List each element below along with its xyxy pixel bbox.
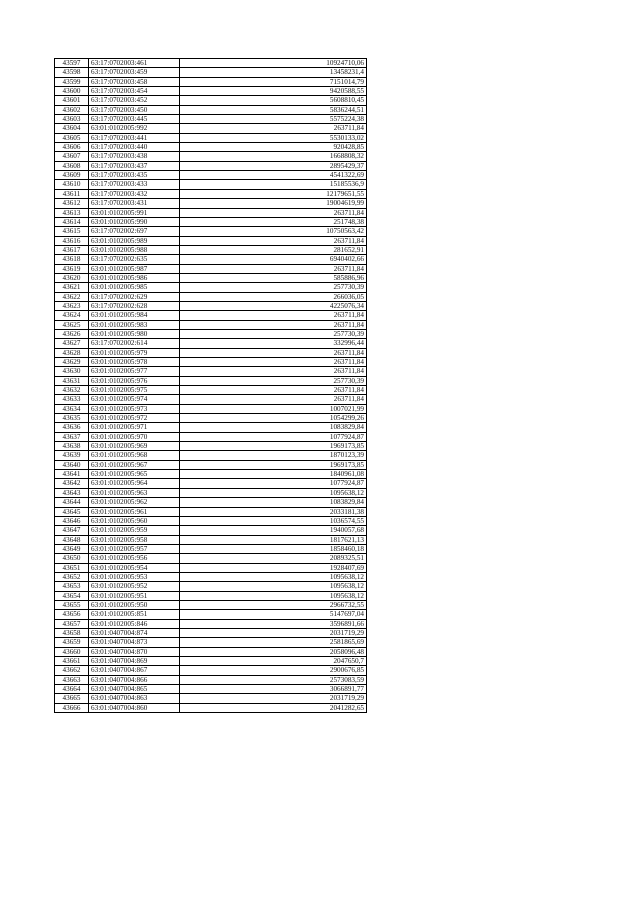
cadastral-value-cell: 1095638,12 xyxy=(180,488,367,497)
table-row xyxy=(55,582,367,591)
table-row xyxy=(55,479,367,488)
row-number-cell: 43659 xyxy=(55,638,89,647)
cadastral-value-cell: 15185536,9 xyxy=(180,180,367,189)
row-number-cell: 43652 xyxy=(55,572,89,581)
row-number-cell: 43607 xyxy=(55,152,89,161)
cadastral-value-cell: 2031719,29 xyxy=(180,628,367,637)
table-row xyxy=(55,535,367,544)
cadastral-value-cell: 263711,84 xyxy=(180,264,367,273)
cadastral-number-cell: 63:17:0702003:445 xyxy=(89,115,180,124)
cadastral-number-cell: 63:01:0102005:978 xyxy=(89,358,180,367)
cadastral-number-cell: 63:01:0407004:863 xyxy=(89,694,180,703)
row-number-cell: 43650 xyxy=(55,554,89,563)
row-number-cell: 43603 xyxy=(55,115,89,124)
cadastral-number-cell: 63:01:0102005:961 xyxy=(89,507,180,516)
cadastral-value-cell: 263711,84 xyxy=(180,386,367,395)
cadastral-number-cell: 63:01:0102005:954 xyxy=(89,563,180,572)
cadastral-number-cell: 63:01:0102005:959 xyxy=(89,526,180,535)
cadastral-value-cell: 10750563,42 xyxy=(180,227,367,236)
table-row xyxy=(55,59,367,68)
table-row xyxy=(55,507,367,516)
row-number-cell: 43635 xyxy=(55,414,89,423)
cadastral-value-cell: 1077924,87 xyxy=(180,479,367,488)
cadastral-number-cell: 63:01:0102005:950 xyxy=(89,600,180,609)
table-row xyxy=(55,227,367,236)
cadastral-number-cell: 63:01:0102005:986 xyxy=(89,273,180,282)
cadastral-number-cell: 63:01:0102005:963 xyxy=(89,488,180,497)
cadastral-number-cell: 63:01:0102005:958 xyxy=(89,535,180,544)
row-number-cell: 43609 xyxy=(55,171,89,180)
cadastral-number-cell: 63:01:0102005:984 xyxy=(89,311,180,320)
row-number-cell: 43622 xyxy=(55,292,89,301)
table-row xyxy=(55,367,367,376)
table-row xyxy=(55,348,367,357)
row-number-cell: 43617 xyxy=(55,245,89,254)
cadastral-value-cell: 1095638,12 xyxy=(180,591,367,600)
cadastral-number-cell: 63:01:0102005:987 xyxy=(89,264,180,273)
cadastral-value-cell: 1870123,39 xyxy=(180,451,367,460)
row-number-cell: 43600 xyxy=(55,87,89,96)
cadastral-number-cell: 63:01:0102005:970 xyxy=(89,432,180,441)
cadastral-value-cell: 5147697,04 xyxy=(180,610,367,619)
row-number-cell: 43647 xyxy=(55,526,89,535)
cadastral-number-cell: 63:01:0102005:985 xyxy=(89,283,180,292)
table-row xyxy=(55,657,367,666)
row-number-cell: 43618 xyxy=(55,255,89,264)
row-number-cell: 43662 xyxy=(55,666,89,675)
table-row xyxy=(55,404,367,413)
cadastral-number-cell: 63:01:0102005:975 xyxy=(89,386,180,395)
row-number-cell: 43644 xyxy=(55,498,89,507)
row-number-cell: 43664 xyxy=(55,685,89,694)
row-number-cell: 43615 xyxy=(55,227,89,236)
table-row xyxy=(55,68,367,77)
table-row xyxy=(55,647,367,656)
cadastral-value-cell: 4541322,69 xyxy=(180,171,367,180)
table-row xyxy=(55,358,367,367)
table-row xyxy=(55,273,367,282)
table-row xyxy=(55,208,367,217)
row-number-cell: 43648 xyxy=(55,535,89,544)
row-number-cell: 43613 xyxy=(55,208,89,217)
cadastral-number-cell: 63:01:0407004:869 xyxy=(89,657,180,666)
cadastral-value-cell: 1083829,84 xyxy=(180,423,367,432)
cadastral-value-cell: 3596891,66 xyxy=(180,619,367,628)
table-row xyxy=(55,189,367,198)
table-row xyxy=(55,199,367,208)
row-number-cell: 43602 xyxy=(55,105,89,114)
table-row xyxy=(55,133,367,142)
row-number-cell: 43646 xyxy=(55,516,89,525)
table-row xyxy=(55,600,367,609)
table-row xyxy=(55,96,367,105)
row-number-cell: 43653 xyxy=(55,582,89,591)
cadastral-value-cell: 1817621,13 xyxy=(180,535,367,544)
table-row xyxy=(55,124,367,133)
cadastral-value-cell: 10924710,06 xyxy=(180,59,367,68)
cadastral-number-cell: 63:01:0102005:979 xyxy=(89,348,180,357)
cadastral-value-cell: 2031719,29 xyxy=(180,694,367,703)
cadastral-value-cell: 266036,05 xyxy=(180,292,367,301)
cadastral-value-cell: 920428,85 xyxy=(180,143,367,152)
row-number-cell: 43601 xyxy=(55,96,89,105)
row-number-cell: 43665 xyxy=(55,694,89,703)
cadastral-number-cell: 63:17:0702002:635 xyxy=(89,255,180,264)
row-number-cell: 43610 xyxy=(55,180,89,189)
cadastral-number-cell: 63:01:0407004:860 xyxy=(89,703,180,712)
row-number-cell: 43660 xyxy=(55,647,89,656)
cadastral-value-cell: 1668808,32 xyxy=(180,152,367,161)
cadastral-value-cell: 2900676,85 xyxy=(180,666,367,675)
cadastral-number-cell: 63:01:0102005:974 xyxy=(89,395,180,404)
row-number-cell: 43658 xyxy=(55,628,89,637)
cadastral-value-cell: 1083829,84 xyxy=(180,498,367,507)
cadastral-number-cell: 63:01:0102005:964 xyxy=(89,479,180,488)
table-row xyxy=(55,339,367,348)
cadastral-number-cell: 63:17:0702003:431 xyxy=(89,199,180,208)
cadastral-number-cell: 63:01:0407004:873 xyxy=(89,638,180,647)
cadastral-value-cell: 2895429,37 xyxy=(180,161,367,170)
cadastral-number-cell: 63:17:0702003:452 xyxy=(89,96,180,105)
row-number-cell: 43654 xyxy=(55,591,89,600)
row-number-cell: 43663 xyxy=(55,675,89,684)
cadastral-number-cell: 63:01:0102005:951 xyxy=(89,591,180,600)
cadastral-value-cell: 263711,84 xyxy=(180,395,367,404)
table-row xyxy=(55,451,367,460)
table-body xyxy=(55,59,367,713)
cadastral-value-cell: 5530133,02 xyxy=(180,133,367,142)
cadastral-number-cell: 63:01:0407004:874 xyxy=(89,628,180,637)
cadastral-number-cell: 63:01:0102005:846 xyxy=(89,619,180,628)
cadastral-number-cell: 63:01:0102005:967 xyxy=(89,460,180,469)
cadastral-number-cell: 63:01:0407004:867 xyxy=(89,666,180,675)
cadastral-number-cell: 63:01:0102005:988 xyxy=(89,245,180,254)
cadastral-number-cell: 63:01:0102005:962 xyxy=(89,498,180,507)
cadastral-number-cell: 63:01:0407004:870 xyxy=(89,647,180,656)
cadastral-value-cell: 1940057,68 xyxy=(180,526,367,535)
table-row xyxy=(55,376,367,385)
row-number-cell: 43616 xyxy=(55,236,89,245)
table-row xyxy=(55,516,367,525)
table-row xyxy=(55,105,367,114)
row-number-cell: 43624 xyxy=(55,311,89,320)
row-number-cell: 43626 xyxy=(55,329,89,338)
cadastral-value-cell: 263711,84 xyxy=(180,311,367,320)
table-row xyxy=(55,544,367,553)
cadastral-number-cell: 63:01:0102005:952 xyxy=(89,582,180,591)
table-row xyxy=(55,115,367,124)
row-number-cell: 43598 xyxy=(55,68,89,77)
cadastral-number-cell: 63:01:0102005:851 xyxy=(89,610,180,619)
cadastral-number-cell: 63:01:0102005:991 xyxy=(89,208,180,217)
row-number-cell: 43608 xyxy=(55,161,89,170)
row-number-cell: 43597 xyxy=(55,59,89,68)
cadastral-number-cell: 63:01:0407004:865 xyxy=(89,685,180,694)
cadastral-value-cell: 263711,84 xyxy=(180,208,367,217)
table-row xyxy=(55,638,367,647)
cadastral-number-cell: 63:01:0102005:953 xyxy=(89,572,180,581)
row-number-cell: 43649 xyxy=(55,544,89,553)
cadastral-number-cell: 63:17:0702002:628 xyxy=(89,301,180,310)
cadastral-value-cell: 12179651,55 xyxy=(180,189,367,198)
cadastral-number-cell: 63:17:0702003:440 xyxy=(89,143,180,152)
cadastral-value-cell: 5608810,45 xyxy=(180,96,367,105)
row-number-cell: 43656 xyxy=(55,610,89,619)
cadastral-value-cell: 1054299,26 xyxy=(180,414,367,423)
cadastral-value-cell: 4225076,34 xyxy=(180,301,367,310)
cadastral-value-cell: 257730,39 xyxy=(180,329,367,338)
table-row xyxy=(55,563,367,572)
table-row xyxy=(55,675,367,684)
cadastral-value-cell: 1095638,12 xyxy=(180,582,367,591)
cadastral-value-cell: 2033181,38 xyxy=(180,507,367,516)
cadastral-number-cell: 63:01:0102005:989 xyxy=(89,236,180,245)
cadastral-value-cell: 1969173,85 xyxy=(180,442,367,451)
row-number-cell: 43620 xyxy=(55,273,89,282)
row-number-cell: 43633 xyxy=(55,395,89,404)
row-number-cell: 43625 xyxy=(55,320,89,329)
table-row xyxy=(55,470,367,479)
table-row xyxy=(55,526,367,535)
row-number-cell: 43657 xyxy=(55,619,89,628)
table-row xyxy=(55,610,367,619)
cadastral-value-cell: 2966732,55 xyxy=(180,600,367,609)
cadastral-value-cell: 263711,84 xyxy=(180,367,367,376)
table-row xyxy=(55,395,367,404)
table-row xyxy=(55,77,367,86)
cadastral-value-cell: 3066891,77 xyxy=(180,685,367,694)
cadastral-value-cell: 263711,84 xyxy=(180,358,367,367)
row-number-cell: 43639 xyxy=(55,451,89,460)
table-row xyxy=(55,283,367,292)
table-row xyxy=(55,628,367,637)
table-row xyxy=(55,292,367,301)
table-row xyxy=(55,432,367,441)
table-row xyxy=(55,488,367,497)
table-row xyxy=(55,442,367,451)
cadastral-value-cell: 19004619,99 xyxy=(180,199,367,208)
cadastral-value-cell: 263711,84 xyxy=(180,320,367,329)
table-row xyxy=(55,498,367,507)
table-row xyxy=(55,386,367,395)
cadastral-number-cell: 63:01:0102005:976 xyxy=(89,376,180,385)
cadastral-value-cell: 263711,84 xyxy=(180,236,367,245)
table-row xyxy=(55,255,367,264)
cadastral-value-cell: 263711,84 xyxy=(180,348,367,357)
table-row xyxy=(55,264,367,273)
table-row xyxy=(55,87,367,96)
cadastral-value-cell: 2047650,7 xyxy=(180,657,367,666)
cadastral-value-cell: 585886,96 xyxy=(180,273,367,282)
cadastral-value-cell: 257730,39 xyxy=(180,283,367,292)
row-number-cell: 43623 xyxy=(55,301,89,310)
cadastral-number-cell: 63:17:0702003:441 xyxy=(89,133,180,142)
cadastral-value-cell: 2041282,65 xyxy=(180,703,367,712)
cadastral-value-cell: 5575224,38 xyxy=(180,115,367,124)
cadastral-number-cell: 63:01:0102005:960 xyxy=(89,516,180,525)
cadastral-number-cell: 63:01:0102005:956 xyxy=(89,554,180,563)
cadastral-number-cell: 63:01:0102005:965 xyxy=(89,470,180,479)
table-row xyxy=(55,414,367,423)
row-number-cell: 43612 xyxy=(55,199,89,208)
row-number-cell: 43642 xyxy=(55,479,89,488)
table-row xyxy=(55,143,367,152)
cadastral-value-cell: 2573083,59 xyxy=(180,675,367,684)
cadastral-number-cell: 63:17:0702003:454 xyxy=(89,87,180,96)
table-row xyxy=(55,685,367,694)
row-number-cell: 43645 xyxy=(55,507,89,516)
cadastral-number-cell: 63:01:0102005:973 xyxy=(89,404,180,413)
cadastral-number-cell: 63:01:0102005:990 xyxy=(89,217,180,226)
cadastral-number-cell: 63:17:0702003:438 xyxy=(89,152,180,161)
cadastral-value-cell: 1858460,18 xyxy=(180,544,367,553)
table-row xyxy=(55,591,367,600)
table-row xyxy=(55,161,367,170)
table-row xyxy=(55,666,367,675)
cadastral-number-cell: 63:01:0102005:972 xyxy=(89,414,180,423)
cadastral-value-cell: 263711,84 xyxy=(180,124,367,133)
table-row xyxy=(55,554,367,563)
row-number-cell: 43628 xyxy=(55,348,89,357)
cadastral-number-cell: 63:17:0702003:459 xyxy=(89,68,180,77)
cadastral-value-cell: 2058096,48 xyxy=(180,647,367,656)
cadastral-value-cell: 13458231,4 xyxy=(180,68,367,77)
row-number-cell: 43636 xyxy=(55,423,89,432)
row-number-cell: 43630 xyxy=(55,367,89,376)
row-number-cell: 43611 xyxy=(55,189,89,198)
cadastral-value-cell: 1095638,12 xyxy=(180,572,367,581)
cadastral-number-cell: 63:17:0702003:437 xyxy=(89,161,180,170)
row-number-cell: 43632 xyxy=(55,386,89,395)
row-number-cell: 43631 xyxy=(55,376,89,385)
cadastral-number-cell: 63:01:0102005:969 xyxy=(89,442,180,451)
cadastral-value-cell: 281652,91 xyxy=(180,245,367,254)
table-row xyxy=(55,329,367,338)
cadastral-number-cell: 63:01:0102005:977 xyxy=(89,367,180,376)
cadastral-number-cell: 63:17:0702003:458 xyxy=(89,77,180,86)
cadastral-value-cell: 1928407,69 xyxy=(180,563,367,572)
cadastral-value-cell: 332996,44 xyxy=(180,339,367,348)
row-number-cell: 43661 xyxy=(55,657,89,666)
cadastral-value-cell: 1036574,55 xyxy=(180,516,367,525)
cadastral-value-cell: 7151014,79 xyxy=(180,77,367,86)
row-number-cell: 43666 xyxy=(55,703,89,712)
table-row xyxy=(55,703,367,712)
row-number-cell: 43619 xyxy=(55,264,89,273)
cadastral-value-cell: 1969173,85 xyxy=(180,460,367,469)
table-row xyxy=(55,245,367,254)
row-number-cell: 43643 xyxy=(55,488,89,497)
table-row xyxy=(55,236,367,245)
row-number-cell: 43621 xyxy=(55,283,89,292)
cadastral-value-table xyxy=(54,58,367,713)
cadastral-value-cell: 251748,38 xyxy=(180,217,367,226)
cadastral-number-cell: 63:01:0102005:968 xyxy=(89,451,180,460)
cadastral-value-cell: 1840961,08 xyxy=(180,470,367,479)
row-number-cell: 43638 xyxy=(55,442,89,451)
row-number-cell: 43640 xyxy=(55,460,89,469)
cadastral-number-cell: 63:01:0102005:983 xyxy=(89,320,180,329)
cadastral-value-cell: 5836244,51 xyxy=(180,105,367,114)
cadastral-number-cell: 63:17:0702002:614 xyxy=(89,339,180,348)
row-number-cell: 43637 xyxy=(55,432,89,441)
table-row xyxy=(55,171,367,180)
cadastral-number-cell: 63:17:0702003:450 xyxy=(89,105,180,114)
cadastral-number-cell: 63:17:0702003:433 xyxy=(89,180,180,189)
cadastral-value-cell: 6940402,66 xyxy=(180,255,367,264)
row-number-cell: 43599 xyxy=(55,77,89,86)
row-number-cell: 43605 xyxy=(55,133,89,142)
table-row xyxy=(55,152,367,161)
table-row xyxy=(55,301,367,310)
table-row xyxy=(55,460,367,469)
row-number-cell: 43634 xyxy=(55,404,89,413)
row-number-cell: 43629 xyxy=(55,358,89,367)
cadastral-value-cell: 9420588,55 xyxy=(180,87,367,96)
cadastral-value-cell: 1077924,87 xyxy=(180,432,367,441)
table-row xyxy=(55,320,367,329)
cadastral-value-cell: 257730,39 xyxy=(180,376,367,385)
table-row xyxy=(55,572,367,581)
table-row xyxy=(55,423,367,432)
row-number-cell: 43614 xyxy=(55,217,89,226)
row-number-cell: 43651 xyxy=(55,563,89,572)
cadastral-number-cell: 63:01:0102005:971 xyxy=(89,423,180,432)
cadastral-number-cell: 63:17:0702003:435 xyxy=(89,171,180,180)
cadastral-value-cell: 1007021,99 xyxy=(180,404,367,413)
cadastral-number-cell: 63:01:0102005:957 xyxy=(89,544,180,553)
cadastral-number-cell: 63:17:0702002:629 xyxy=(89,292,180,301)
row-number-cell: 43655 xyxy=(55,600,89,609)
table-row xyxy=(55,619,367,628)
cadastral-number-cell: 63:17:0702003:461 xyxy=(89,59,180,68)
cadastral-number-cell: 63:01:0407004:866 xyxy=(89,675,180,684)
cadastral-value-cell: 2089325,51 xyxy=(180,554,367,563)
cadastral-value-cell: 2581865,69 xyxy=(180,638,367,647)
row-number-cell: 43641 xyxy=(55,470,89,479)
cadastral-number-cell: 63:01:0102005:992 xyxy=(89,124,180,133)
row-number-cell: 43627 xyxy=(55,339,89,348)
row-number-cell: 43606 xyxy=(55,143,89,152)
cadastral-number-cell: 63:17:0702002:697 xyxy=(89,227,180,236)
table-row xyxy=(55,311,367,320)
table-row xyxy=(55,694,367,703)
row-number-cell: 43604 xyxy=(55,124,89,133)
cadastral-number-cell: 63:01:0102005:980 xyxy=(89,329,180,338)
cadastral-number-cell: 63:17:0702003:432 xyxy=(89,189,180,198)
table-row xyxy=(55,217,367,226)
table-row xyxy=(55,180,367,189)
